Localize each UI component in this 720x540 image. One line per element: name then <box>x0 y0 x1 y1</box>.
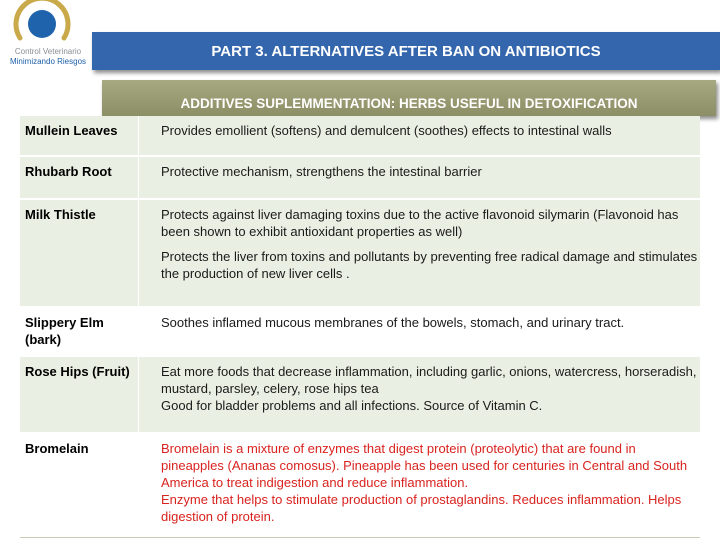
table-row-rhubarb <box>20 157 700 200</box>
description-paragraph: Protects the liver from toxins and pollutants by preventing free radical damage and stimulates the production of new liver cells . <box>161 249 698 281</box>
bottom-divider <box>20 537 700 538</box>
logo-emblem-icon <box>12 0 72 52</box>
herb-description <box>139 116 700 155</box>
description-paragraph: Enzyme that helps to stimulate production of prostaglandins. Reduces inflammation. Helps digestion of protein. <box>161 492 682 524</box>
herb-name: Slippery Elm (bark) <box>20 308 139 355</box>
table-row-rose-hips <box>20 357 700 434</box>
herb-description <box>139 357 700 432</box>
herb-description <box>139 200 700 306</box>
herb-name: Rose Hips (Fruit) <box>20 357 139 432</box>
herb-description <box>139 434 700 534</box>
table-row-milk-thistle <box>20 200 700 308</box>
description-paragraph: Protective mechanism, strengthens the intestinal barrier <box>161 164 482 179</box>
description-paragraph: Good for bladder problems and all infections. Source of Vitamin C. <box>161 398 543 413</box>
description-paragraph: Protects against liver damaging toxins due to the active flavonoid silymarin (Flavonoid has been shown to exhibit antioxidant properties as well) <box>161 207 679 239</box>
herb-name: Rhubarb Root <box>20 157 139 198</box>
herb-description <box>139 157 700 198</box>
slide-subtitle: ADDITIVES SUPLEMMENTATION: HERBS USEFUL IN DETOXIFICATION <box>180 96 638 111</box>
company-logo <box>0 0 90 78</box>
herb-name: Mullein Leaves <box>20 116 139 155</box>
herb-name: Bromelain <box>20 434 139 534</box>
description-paragraph: Provides emollient (softens) and demulcent (soothes) effects to intestinal walls <box>161 123 612 138</box>
herbs-table <box>20 116 700 536</box>
slide-subtitle-bar <box>102 80 716 116</box>
slide-title-bar <box>92 32 720 70</box>
herb-description <box>139 308 700 355</box>
slide-title: PART 3. ALTERNATIVES AFTER BAN ON ANTIBIOTICS <box>211 42 601 60</box>
logo-text-slogan: Minimizando Riesgos <box>9 57 87 66</box>
table-row-bromelain <box>20 434 700 536</box>
description-paragraph: Bromelain is a mixture of enzymes that digest protein (proteolytic) that are found in pineapples (Ananas comosus). Pineapple has been used for centuries in Central and South America to treat indigestion and reduce inflammation. <box>161 441 688 490</box>
table-row-mullein <box>20 116 700 157</box>
description-paragraph: Soothes inflamed mucous membranes of the bowels, stomach, and urinary tract. <box>161 315 625 330</box>
logo-text-company: Control Veterinario <box>14 47 82 56</box>
description-paragraph: Eat more foods that decrease inflammation, including garlic, onions, watercress, horseradish, mustard, parsley, celery, rose hips tea <box>161 364 697 396</box>
table-row-slippery-elm <box>20 308 700 357</box>
herb-name: Milk Thistle <box>20 200 139 306</box>
